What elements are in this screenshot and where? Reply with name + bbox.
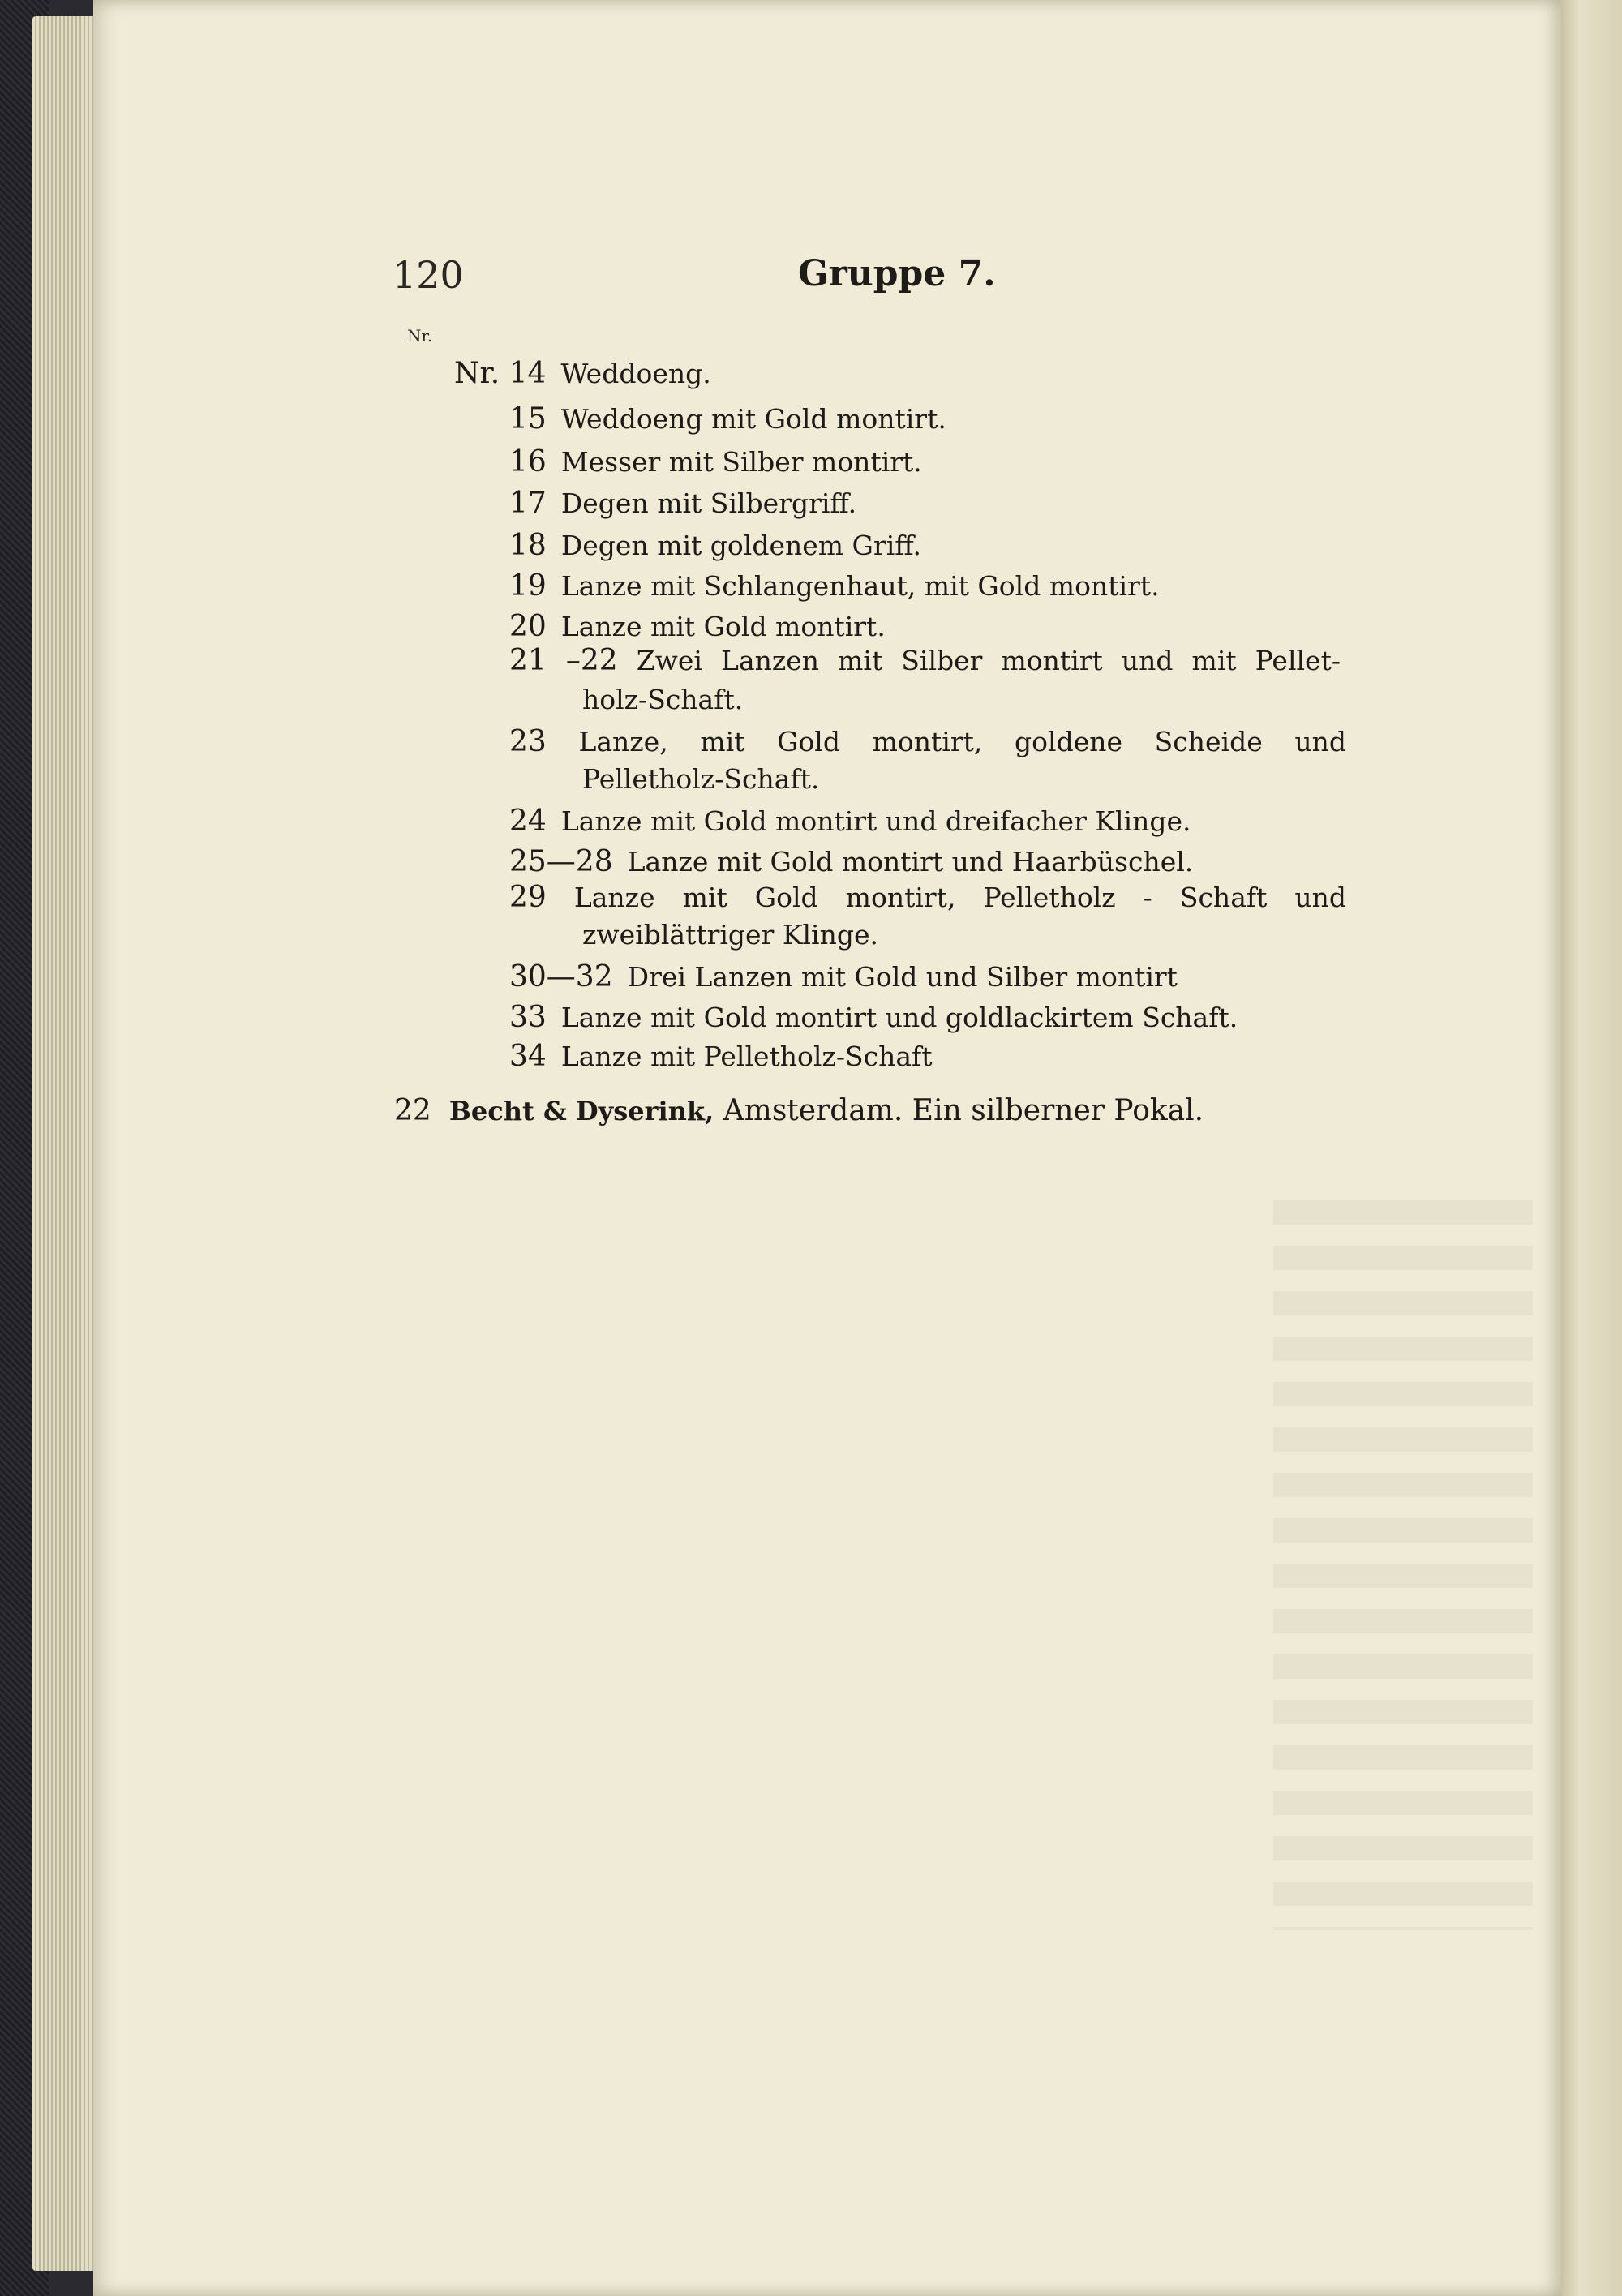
facing-page-edge (1561, 0, 1622, 2296)
list-item (509, 641, 1341, 681)
book-page (93, 0, 1561, 2296)
item-number: 16 (509, 445, 547, 479)
item-text: Lanze mit Gold montirt und goldlackirtem Schaft. (560, 1002, 1238, 1033)
item-number: 24 (509, 805, 547, 838)
item-number: 19 (509, 569, 547, 603)
page-title: Gruppe 7. (798, 253, 996, 294)
show-through-text (1273, 1200, 1533, 1930)
item-text: Lanze mit Gold montirt, Pelletholz - Schaft und (573, 882, 1346, 913)
item-text: Lanze, mit Gold montirt, goldene Scheide und (578, 726, 1346, 757)
list-item (509, 483, 856, 524)
list-item (509, 722, 1346, 762)
list-item (509, 566, 1160, 607)
item-number: 20 (509, 610, 547, 643)
item-number: 29 (509, 881, 547, 914)
item-text: Lanze mit Schlangenhaut, mit Gold montirt. (560, 570, 1160, 602)
item-text: Degen mit Silbergriff. (560, 487, 857, 519)
list-item (454, 354, 711, 394)
item-number: 21 –22 (509, 644, 618, 677)
item-text: Messer mit Silber montirt. (560, 446, 922, 478)
column-label: Nr. (407, 326, 433, 345)
exhibitor-entry (394, 1087, 1302, 1135)
item-text: Weddoeng mit Gold montirt. (560, 403, 946, 435)
item-number: 17 (509, 487, 547, 520)
item-number: 25—28 (509, 845, 613, 878)
item-text: Zwei Lanzen mit Silber montirt und mit Pellet- (636, 645, 1341, 676)
item-text: Weddoeng. (560, 358, 711, 389)
item-number: Nr. 14 (454, 357, 547, 390)
item-continuation: Pelletholz-Schaft. (582, 763, 820, 795)
list-item (509, 998, 1238, 1038)
item-text: Lanze mit Gold montirt. (560, 611, 886, 642)
list-item (509, 878, 1346, 918)
list-item (509, 442, 922, 483)
item-text: Lanze mit Gold montirt und dreifacher Klinge. (560, 805, 1191, 837)
list-item (509, 526, 921, 566)
page-number: 120 (393, 253, 464, 297)
list-item (509, 842, 1193, 882)
item-text: Drei Lanzen mit Gold und Silber montirt (627, 961, 1178, 993)
item-number: 34 (509, 1040, 547, 1073)
running-head (393, 253, 996, 302)
list-item (509, 801, 1191, 842)
item-number: 18 (509, 529, 547, 562)
entry-number: 22 (394, 1094, 431, 1127)
list-item (509, 399, 946, 440)
list-item (509, 1036, 933, 1077)
item-continuation: holz-Schaft. (582, 684, 744, 715)
item-number: 15 (509, 402, 547, 436)
item-continuation: zweiblättriger Klinge. (582, 919, 878, 951)
list-item (509, 957, 1178, 998)
item-text: Lanze mit Pelletholz-Schaft (560, 1041, 933, 1072)
item-text: Degen mit goldenem Griff. (560, 530, 922, 561)
item-text: Lanze mit Gold montirt und Haarbüschel. (627, 846, 1194, 878)
entry-description: Amsterdam. Ein silberner Pokal. (723, 1094, 1204, 1127)
item-number: 33 (509, 1001, 547, 1034)
item-number: 23 (509, 725, 547, 758)
item-number: 30—32 (509, 960, 613, 994)
exhibitor-name: Becht & Dyserink, (448, 1096, 714, 1127)
